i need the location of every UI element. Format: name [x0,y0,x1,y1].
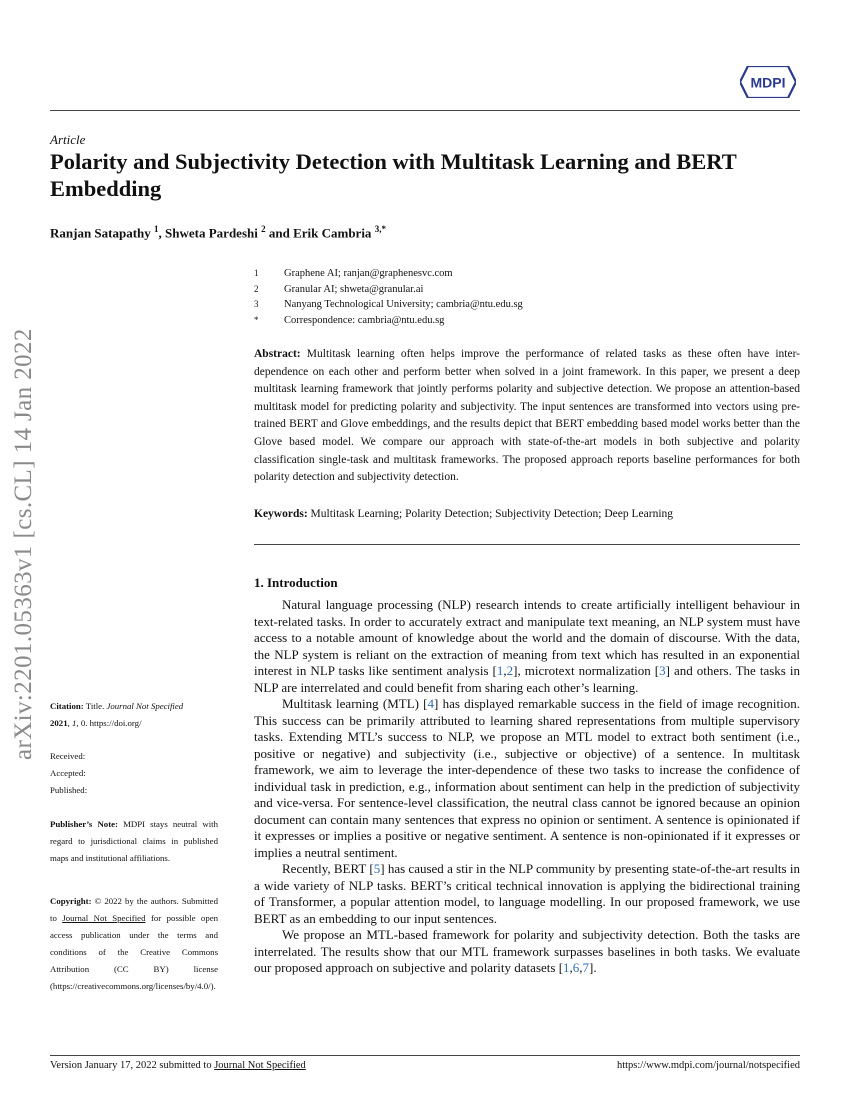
citation-link[interactable]: 2 [506,663,514,678]
abstract-text: Multitask learning often helps improve the performance of related tasks as these often have inter-dependence on each other and perform better when solved in a joint framework. In this paper, we present a deep multitask learning framework that jointly performs polarity and subjective detection. We propose an attention-based multitask model for predicting polarity and subjectivity. The input sentences are transformed into vectors using pre-trained BERT and Glove embeddings, and the results depict that BERT embedding based model works better than the Glove based model. We compare our approach with state-of-the-art models in both subjective and polarity classification single-task and multitask frameworks. The proposed approach reports baseline performances for both polarity detection and subjectivity detection. [254,348,801,484]
paragraph: We propose an MTL-based framework for polarity and subjectivity detection. Both the tasks are interrelated. The results show that our MTL framework surpasses baselines in both tasks. We evaluate our proposed approach on subjective and polarity datasets [1,6,7]. [254,927,800,975]
publisher-note: Publisher’s Note: MDPI stays neutral with regard to jurisdictional claims in published maps and institutional affiliations. [50,819,218,863]
copyright-label: Copyright: [50,896,92,906]
citation-label: Citation: [50,701,84,711]
header-rule [50,110,800,111]
section-heading: 1. Introduction [254,575,338,590]
keywords [254,508,800,520]
paper-title: Polarity and Subjectivity Detection with Multitask Learning and BERT Embedding [50,149,737,201]
author-name: Ranjan Satapathy [50,225,151,241]
author-list: Ranjan Satapathy $^1$, Shweta Pardeshi $^2$ and Erik Cambria $^{3,*}$ [50,224,386,241]
received-label: Received: [50,751,86,761]
paragraph: Multitask learning (MTL) [4] has displayed remarkable success in the field of image recognition. This success can be primarily attributed to learning shared representations from multiple supervisory tasks. Extending MTL’s success to NLP, we propose an MTL model to extract both sentiment (i.e., positive or negative) and subjectivity (i.e., subjective or objective) of a sentence. In multitask framework, we aim to leverage the inter-dependence of these two tasks to increase the confidence of individual task in prediction, e.g., information about sentiment can help in the prediction of subjectivity and vice-versa. For sentence-level classification, the neutral class cannot be ignored because an opinion document can contain many sentences that express no opinion or sentiment. A sentence is opinionated if it expresses or implies a positive or negative sentiment. A sentence is non-opinionated if it expresses or implies a neutral sentiment. [254,696,800,860]
citation-link[interactable]: 5 [373,861,381,876]
affiliation-item: * Correspondence: cambria@ntu.edu.sg [254,314,445,326]
affiliation-item: 2 Granular AI; shweta@granular.ai [254,283,424,295]
author-affil-mark: 2 [261,224,266,234]
paragraph: Recently, BERT [5] has caused a stir in the NLP community by presenting state-of-the-art results in a wide variety of NLP tasks. BERT’s critical technical innovation is applying the bidirectional training of Transformer, a popular attention model, to language modelling. In our proposed framework, we use BERT as an embedding to our input sentences. [254,861,800,926]
author-name: Erik Cambria [293,225,372,241]
citation-link[interactable]: 6 [572,960,580,975]
affiliation-list [254,266,523,328]
intro-body [254,597,800,977]
citation-block: Citation: Title. Journal Not Specified 2021, 1, 0. https://doi.org/ [50,701,184,728]
citation-link[interactable]: 7 [582,960,590,975]
abstract-label: Abstract: [254,348,301,360]
article-type: Article [50,132,86,147]
affiliation-item: 3 Nanyang Technological University; cambria@ntu.edu.sg [254,299,523,310]
doi-link[interactable]: https://doi.org/ [89,718,142,728]
arxiv-identifier: arXiv:2201.05363v1 [cs.CL] 14 Jan 2022 [10,328,37,760]
citation-link[interactable]: 4 [427,696,435,711]
author-affil-mark: 1 [154,224,159,234]
citation-link[interactable]: 1 [496,663,504,678]
publisher-note-label: Publisher’s Note: [50,819,118,829]
accepted-label: Accepted: [50,768,86,778]
footer-version: Version January 17, 2022 submitted to Journal Not Specified [50,1060,306,1071]
footer-journal-link[interactable]: Journal Not Specified [214,1060,306,1071]
keywords-label: Keywords: [254,508,308,520]
section-rule [254,544,800,545]
author-name: Shweta Pardeshi [165,225,258,241]
published-label: Published: [50,785,88,795]
affiliation-item: 1 Graphene AI; ranjan@graphenesvc.com [254,268,453,279]
citation-link[interactable]: 3 [659,663,666,678]
footer-rule [50,1055,800,1056]
citation-link[interactable]: 1 [563,960,570,975]
copyright-note: Copyright: © 2022 by the authors. Submitted to Journal Not Specified for possible open access publication under the terms and conditions of the Creative Commons Attribution (CC BY) license (https://creativecommons.org/licenses/by/4.0/). [50,896,219,991]
keywords-text: Multitask Learning; Polarity Detection; Subjectivity Detection; Deep Learning [310,508,674,520]
footer-url[interactable]: https://www.mdpi.com/journal/notspecified [616,1060,800,1071]
journal-link[interactable]: Journal Not Specified [62,913,146,923]
svg-text:MDPI: MDPI [750,74,786,91]
dates-block [50,748,218,799]
author-affil-mark: 3,* [374,224,386,234]
mdpi-logo [740,66,796,98]
paragraph: Natural language processing (NLP) research intends to create artificially intelligent behaviour in text-related tasks. In order to accurately extract and manipulate text meaning, an NLP system must have access to a notable amount of knowledge about the world and the domain of discourse. With the data, the NLP system is reliant on the extraction of meaning from text which has resulted in an exponential interest in NLP tasks like sentiment analysis [1,2], microtext normalization [3] and others. The tasks in NLP are interrelated and could benefit from sharing each other’s learning. [254,597,800,695]
abstract [254,346,800,487]
